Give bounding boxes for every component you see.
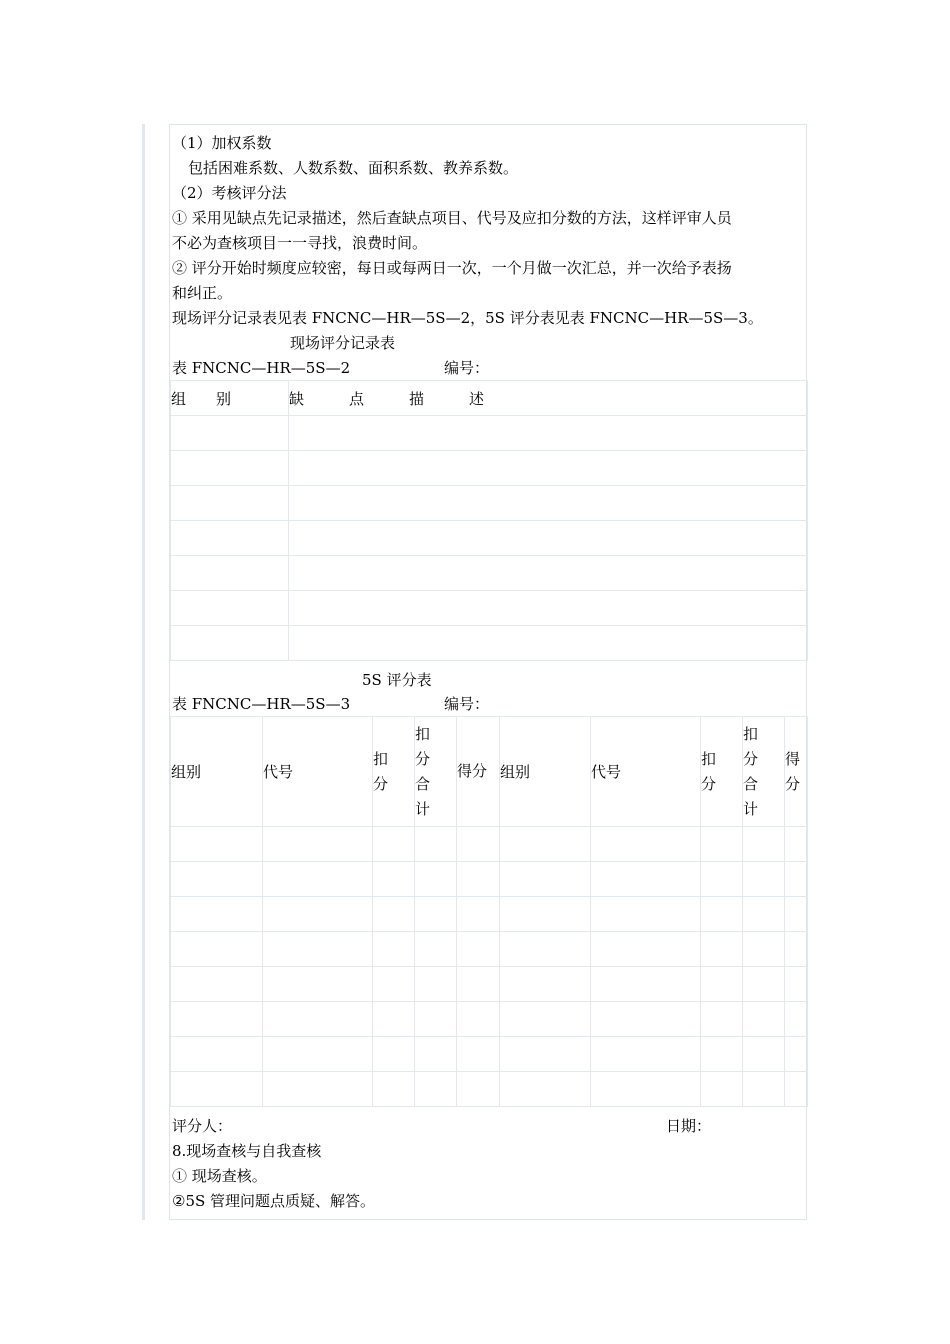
table-cell[interactable] [263, 1037, 373, 1072]
table-cell[interactable] [263, 897, 373, 932]
table2-code: 表 FNCNC—HR—5S—3 [172, 695, 351, 713]
table-cell[interactable] [701, 862, 743, 897]
table-header-row [171, 381, 808, 416]
table-cell[interactable] [500, 897, 591, 932]
table-cell[interactable] [263, 932, 373, 967]
table-cell[interactable] [701, 897, 743, 932]
table2-number-label: 编号： [444, 695, 490, 713]
table-cell[interactable] [591, 1072, 701, 1107]
table-cell[interactable] [457, 932, 500, 967]
table-cell[interactable] [415, 897, 457, 932]
table-cell[interactable] [373, 862, 415, 897]
table-cell[interactable] [415, 862, 457, 897]
table-row [171, 1002, 808, 1037]
table-cell[interactable] [457, 1037, 500, 1072]
table-cell[interactable] [701, 967, 743, 1002]
method-item-2b: 和纠正。 [172, 284, 233, 302]
table-cell[interactable] [171, 932, 263, 967]
heading-scoring-method: （2）考核评分法 [172, 184, 287, 202]
table1-code: 表 FNCNC—HR—5S—2 [172, 359, 351, 377]
table-cell[interactable] [500, 967, 591, 1002]
table-cell[interactable] [415, 1037, 457, 1072]
table-row [171, 626, 808, 661]
table-cell[interactable] [743, 1072, 785, 1107]
table-cell[interactable] [171, 967, 263, 1002]
table2-title: 5S 评分表 [362, 671, 432, 689]
table-cell[interactable] [591, 827, 701, 862]
table-cell[interactable] [289, 416, 808, 451]
table-cell[interactable] [171, 521, 289, 556]
table-cell[interactable] [785, 827, 808, 862]
col-deduct-header: 扣 分 [373, 717, 415, 827]
col-deduct-header-2: 扣 分 [701, 717, 743, 827]
scorer-label: 评分人： [172, 1117, 233, 1135]
col-group-header: 组别 [171, 717, 263, 827]
score-table-body [171, 827, 808, 1107]
table-cell[interactable] [373, 932, 415, 967]
table-cell[interactable] [373, 967, 415, 1002]
table-cell[interactable] [415, 1072, 457, 1107]
table-cell[interactable] [500, 1072, 591, 1107]
table-cell[interactable] [457, 967, 500, 1002]
col-deduct-total-header-2: 扣 分 合 计 [743, 717, 785, 827]
table-cell[interactable] [457, 1072, 500, 1107]
table-row [171, 591, 808, 626]
table-cell[interactable] [743, 897, 785, 932]
table-cell[interactable] [457, 1002, 500, 1037]
table-cell[interactable] [457, 827, 500, 862]
score-table [170, 716, 808, 1107]
col-group-header: 组 别 [171, 381, 289, 416]
method-item-1a: ① 采用见缺点先记录描述，然后查缺点项目、代号及应扣分数的方法，这样评审人员 [172, 209, 732, 227]
table-cell[interactable] [500, 1037, 591, 1072]
table-cell[interactable] [415, 967, 457, 1002]
table1-title: 现场评分记录表 [290, 334, 396, 352]
col-score-header: 得分 [457, 717, 500, 827]
table-row [171, 932, 808, 967]
table-row [171, 967, 808, 1002]
table-cell[interactable] [171, 486, 289, 521]
table-cell[interactable] [743, 862, 785, 897]
table-row [171, 1072, 808, 1107]
table-cell[interactable] [289, 591, 808, 626]
col-score-header-2: 得 分 [785, 717, 808, 827]
table-cell[interactable] [701, 1002, 743, 1037]
table-cell[interactable] [415, 827, 457, 862]
table-cell[interactable] [591, 1002, 701, 1037]
form-reference: 现场评分记录表见表 FNCNC—HR—5S—2，5S 评分表见表 FNCNC—HR—5S—3。 [172, 309, 763, 327]
section8-heading: 8.现场查核与自我查核 [172, 1142, 322, 1160]
table-cell[interactable] [591, 1037, 701, 1072]
table-cell[interactable] [785, 862, 808, 897]
col-deduct-total-header: 扣 分 合 计 [415, 717, 457, 827]
weighting-text: 包括困难系数、人数系数、面积系数、教养系数。 [188, 159, 519, 177]
table-cell[interactable] [263, 1002, 373, 1037]
table-cell[interactable] [289, 451, 808, 486]
table-cell[interactable] [415, 1002, 457, 1037]
table-cell[interactable] [701, 1037, 743, 1072]
table-cell[interactable] [701, 1072, 743, 1107]
table-row [171, 521, 808, 556]
table-cell[interactable] [289, 521, 808, 556]
table-row [171, 827, 808, 862]
table-cell[interactable] [500, 827, 591, 862]
table-cell[interactable] [785, 932, 808, 967]
table-cell[interactable] [171, 451, 289, 486]
section8-item-1: ① 现场查核。 [172, 1167, 267, 1185]
table-cell[interactable] [263, 862, 373, 897]
table-row [171, 897, 808, 932]
table-row [171, 556, 808, 591]
table-cell[interactable] [743, 827, 785, 862]
table-cell[interactable] [171, 1002, 263, 1037]
table-cell[interactable] [373, 1002, 415, 1037]
table-cell[interactable] [263, 827, 373, 862]
table-cell[interactable] [263, 1072, 373, 1107]
table-cell[interactable] [785, 967, 808, 1002]
table-row [171, 862, 808, 897]
method-item-1b: 不必为查核项目一一寻找，浪费时间。 [172, 234, 428, 252]
table-row [171, 1037, 808, 1072]
table-cell[interactable] [591, 897, 701, 932]
table-cell[interactable] [785, 1037, 808, 1072]
table-cell[interactable] [743, 1037, 785, 1072]
table-cell[interactable] [171, 827, 263, 862]
table-cell[interactable] [500, 932, 591, 967]
table-cell[interactable] [591, 932, 701, 967]
table-cell[interactable] [415, 932, 457, 967]
method-item-2a: ② 评分开始时频度应较密，每日或每两日一次，一个月做一次汇总，并一次给予表扬 [172, 259, 732, 277]
col-desc-header: 缺 点 描 述 [289, 381, 808, 416]
table-cell[interactable] [500, 1002, 591, 1037]
table-header-row [171, 717, 808, 827]
table-cell[interactable] [457, 862, 500, 897]
col-code-header: 代号 [263, 717, 373, 827]
defect-record-table [170, 380, 808, 661]
table1-number-label: 编号： [444, 359, 490, 377]
table-cell[interactable] [171, 626, 289, 661]
table-cell[interactable] [171, 862, 263, 897]
table-cell[interactable] [591, 862, 701, 897]
table-cell[interactable] [743, 967, 785, 1002]
table-cell[interactable] [171, 591, 289, 626]
table-cell[interactable] [289, 626, 808, 661]
heading-weighting: （1）加权系数 [172, 134, 272, 152]
table-cell[interactable] [701, 827, 743, 862]
table-cell[interactable] [171, 897, 263, 932]
table-cell[interactable] [785, 1072, 808, 1107]
table-cell[interactable] [785, 1002, 808, 1037]
table-row [171, 451, 808, 486]
table-cell[interactable] [743, 932, 785, 967]
table-cell[interactable] [171, 416, 289, 451]
table-cell[interactable] [701, 932, 743, 967]
table-cell[interactable] [591, 967, 701, 1002]
table-cell[interactable] [373, 1072, 415, 1107]
table-cell[interactable] [289, 556, 808, 591]
table-cell[interactable] [500, 862, 591, 897]
date-label: 日期： [666, 1117, 712, 1135]
table-cell[interactable] [373, 897, 415, 932]
left-margin-bar [142, 124, 145, 1220]
col-group-header-2: 组别 [500, 717, 591, 827]
table-cell[interactable] [457, 897, 500, 932]
section8-item-2: ②5S 管理问题点质疑、解答。 [172, 1192, 376, 1210]
table-cell[interactable] [171, 556, 289, 591]
table-cell[interactable] [373, 1037, 415, 1072]
table-cell[interactable] [289, 486, 808, 521]
table-cell[interactable] [263, 967, 373, 1002]
table-row [171, 416, 808, 451]
table-row [171, 486, 808, 521]
table-cell[interactable] [171, 1037, 263, 1072]
col-code-header-2: 代号 [591, 717, 701, 827]
table-cell[interactable] [171, 1072, 263, 1107]
table-cell[interactable] [785, 897, 808, 932]
table-cell[interactable] [743, 1002, 785, 1037]
table-cell[interactable] [373, 827, 415, 862]
